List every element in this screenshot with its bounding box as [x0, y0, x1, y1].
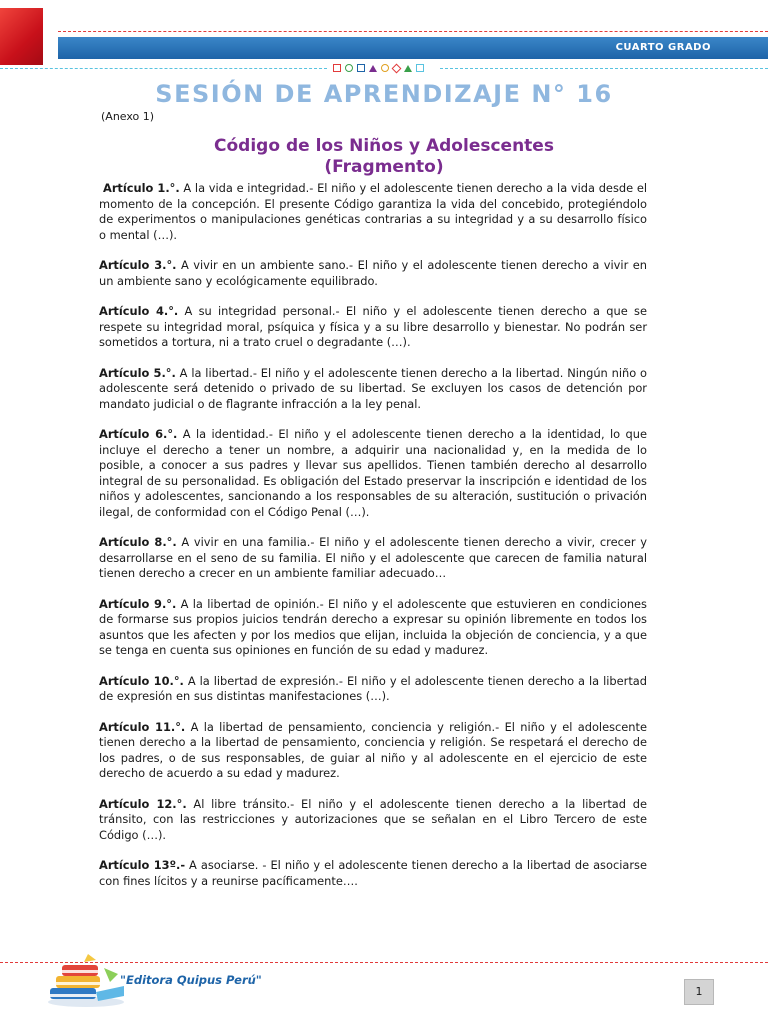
square-icon	[357, 64, 365, 72]
diamond-icon	[392, 63, 402, 73]
header-bar	[58, 37, 768, 59]
article-text: A su integridad personal.- El niño y el adolescente tienen derecho a que se respete su integridad moral, psíquica y física y a su libre desarrollo y bienestar. No podrán ser sometidos a tortura, ni a trato cruel o degradante (…).	[99, 304, 647, 349]
article-text: A la libertad de expresión.- El niño y el adolescente tienen derecho a la libertad de expresión en sus distintas manifestaciones (…).	[99, 673, 647, 703]
article-text: A la vida e integridad.- El niño y el adolescente tienen derecho a la vida desde el momento de la concepción. El presente Código garantiza la vida del concebido, protegiéndolo de experimentos o manipulaciones genéticas contrarias a su integridad y a su desarrollo físico o mental (…).	[99, 181, 647, 242]
triangle-icon	[369, 65, 377, 72]
circle-icon	[345, 64, 353, 72]
grade-label: CUARTO GRADO	[615, 42, 711, 53]
article-label: Artículo 12.°.	[99, 796, 187, 811]
annex-label: (Anexo 1)	[101, 110, 155, 123]
article-1	[99, 181, 647, 243]
article-label: Artículo 5.°.	[99, 365, 176, 380]
article-label: Artículo 11.°.	[99, 719, 186, 734]
books-logo-icon	[44, 948, 126, 1008]
header-dashed-line	[58, 31, 768, 32]
article-8	[99, 535, 647, 582]
article-9	[99, 597, 647, 659]
article-text: A vivir en una familia.- El niño y el adolescente tienen derecho a vivir, crecer y desarrollarse en el seno de su familia. El niño y el adolescente que carecen de familia natural tienen derecho a crecer en un ambiente familiar adecuado…	[99, 535, 647, 580]
article-label: Artículo 4.°.	[99, 304, 179, 318]
article-10	[99, 674, 647, 705]
decorative-shapes	[333, 62, 433, 74]
article-label: Artículo 1.°.	[103, 181, 180, 195]
page-title: SESIÓN DE APRENDIZAJE N° 16	[155, 80, 613, 108]
subtitle-line: (Fragmento)	[324, 157, 444, 177]
page-number: 1	[684, 979, 714, 1005]
article-label: Artículo 13º.-	[99, 858, 186, 872]
article-label: Artículo 9.°.	[99, 596, 177, 611]
article-text: A la libertad de opinión.- El niño y el adolescente que estuvieren en condiciones de formarse sus propios juicios tendrán derecho a expresar su opinión libremente en todos los asuntos que les afecten y por los medios que elijan, incluida la objeción de conciencia, y a que se tenga en cuenta sus opiniones en función de su edad y madurez.	[99, 596, 647, 657]
square-icon	[416, 64, 424, 72]
article-label: Artículo 10.°.	[99, 673, 184, 688]
publisher-name: "Editora Quipus Perú"	[120, 973, 262, 987]
circle-icon	[381, 64, 389, 72]
article-list	[99, 181, 647, 904]
article-text: Al libre tránsito.- El niño y el adolescente tienen derecho a la libertad de tránsito, con las restricciones y autorizaciones que se señalan en el Libro Tercero de este Código (…).	[99, 796, 647, 842]
divider-right	[440, 68, 768, 69]
article-3	[99, 258, 647, 289]
square-icon	[333, 64, 341, 72]
article-5	[99, 366, 647, 413]
document-subtitle	[0, 136, 768, 178]
article-text: A la identidad.- El niño y el adolescente tienen derecho a la identidad, lo que incluye el derecho a tener un nombre, a adquirir una nacionalidad y, en la medida de lo posible, a conocer a sus padres y llevar sus apellidos. Tienen también derecho al desarrollo integral de su personalidad. Es obligación del Estado preservar la inscripción e identidad de los niños y adolescentes, sancionando a los responsables de su alteración, sustitución o privación ilegal, de conformidad con el Código Penal (…).	[99, 427, 647, 519]
article-label: Artículo 8.°.	[99, 535, 177, 549]
article-12	[99, 797, 647, 844]
subtitle-line: Código de los Niños y Adolescentes	[214, 136, 554, 156]
article-13	[99, 858, 647, 889]
article-6	[99, 427, 647, 520]
article-text: A la libertad de pensamiento, conciencia y religión.- El niño y el adolescente tienen derecho a la libertad de pensamiento, conciencia y religión. Se respetará el derecho de los padres, o de sus responsables, de guiar al niño y al adolescente en el ejercicio de este derecho de acuerdo a su edad y madurez.	[99, 719, 647, 780]
article-11	[99, 720, 647, 782]
article-4	[99, 304, 647, 351]
article-text: A asociarse. - El niño y el adolescente tienen derecho a la libertad de asociarse con fines lícitos y a reunirse pacíficamente….	[99, 858, 647, 888]
article-text: A la libertad.- El niño y el adolescente tienen derecho a la libertad. Ningún niño o adolescente será detenido o privado de su libertad. Se excluyen los casos de detención por mandato judicial o de flagrante infracción a la ley penal.	[99, 365, 647, 411]
article-label: Artículo 6.°.	[99, 427, 178, 441]
divider-left	[0, 68, 327, 69]
triangle-icon	[404, 65, 412, 72]
article-text: A vivir en un ambiente sano.- El niño y el adolescente tienen derecho a vivir en un ambiente sano y ecológicamente equilibrado.	[99, 258, 647, 288]
article-label: Artículo 3.°.	[99, 258, 177, 272]
red-corner-square	[0, 8, 43, 65]
